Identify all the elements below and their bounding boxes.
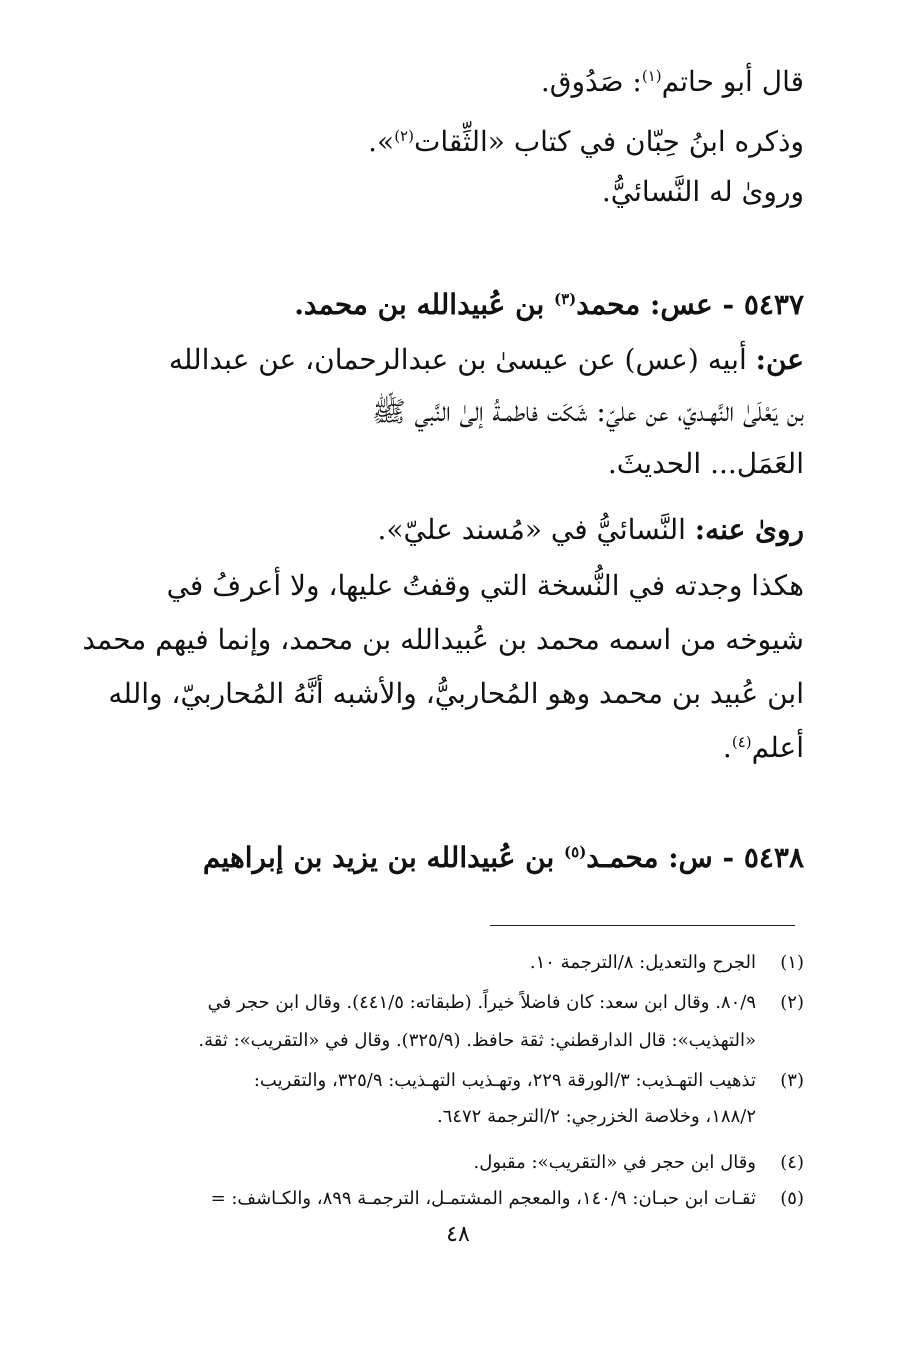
text-line: وذكره ابنُ حِبّان في كتاب «الثِّقات$^{(٢)}$». — [368, 125, 804, 158]
text-line: شيوخه من اسمه محمد بن عُبيدالله بن محمد، وإنما فيهم محمد — [82, 623, 804, 656]
entry-heading: ٥٤٣٧ - عس: محمد$^{(٣)}$ بن عُبيدالله بن محمد. — [294, 288, 804, 321]
footnote: (٤)وقال ابن حجر في «التقريب»: مقبول. — [473, 1152, 804, 1173]
footnote-ref[interactable]: (٥) — [564, 843, 587, 861]
footnote-ref[interactable]: (٣) — [554, 290, 577, 308]
footnote: (٢)٨٠/٩. وقال ابن سعد: كان فاضلاً خيراً. (طبقاته: ٤٤١/٥). وقال ابن حجر في — [207, 992, 804, 1013]
text-line: عن: أبيه (عس) عن عيسىٰ بن عبدالرحمان، عن عبدالله — [168, 343, 804, 376]
text-line: هكذا وجدته في النُّسخة التي وقفتُ عليها، ولا أعرفُ في — [166, 569, 804, 602]
footnote-separator — [490, 925, 795, 926]
text-line: بن يَعْلَىٰ النَّهـديّ، عن عليّ: شَكَت فاطمـةُ إلىٰ النَّبي ﷺ — [371, 395, 804, 428]
entry-heading: ٥٤٣٨ - س: محمـد$^{(٥)}$ بن عُبيدالله بن يزيد بن إبراهيم — [202, 841, 804, 874]
text-line: قال أبو حاتم$^{(١)}$: صَدُوق. — [540, 65, 804, 98]
footnote: (٣)تذهيب التهـذيب: ٣/الورقة ٢٢٩، وتهـذيب التهـذيب: ٣٢٥/٩، والتقريب: — [253, 1070, 804, 1091]
footnote-continuation: «التهذيب»: قال الدارقطني: ثقة حافظ. (٣٢٥/٩). وقال في «التقريب»: ثقة. — [198, 1030, 756, 1051]
text-line: العَمَل... الحديثَ. — [607, 447, 804, 480]
page-number: ٤٨ — [446, 1222, 470, 1247]
text-line: وروىٰ له النَّسائيُّ. — [601, 175, 804, 208]
text-line: أعلم$^{(٤)}$. — [722, 731, 804, 764]
footnote: (١)الجرح والتعديل: ٨/الترجمة ١٠. — [529, 952, 804, 973]
text-line: روىٰ عنه: النَّسائيُّ في «مُسند عليّ». — [377, 513, 804, 546]
footnote: (٥)ثقـات ابن حبـان: ١٤٠/٩، والمعجم المشتمـل، الترجمـة ٨٩٩، والكـاشف: = — [210, 1188, 804, 1209]
footnote-ref[interactable]: (١) — [641, 67, 662, 85]
text-line: ابن عُبيد بن محمد وهو المُحاربيُّ، والأشبه أنَّهُ المُحاربيّ، والله — [108, 677, 804, 710]
rawa-label: روىٰ عنه: — [694, 513, 804, 546]
footnote-continuation: ١٨٨/٢، وخلاصة الخزرجي: ٢/الترجمة ٦٤٧٢. — [436, 1106, 756, 1127]
an-label: عن: — [755, 343, 804, 376]
footnote-ref[interactable]: (٤) — [731, 733, 752, 751]
footnote-ref[interactable]: (٢) — [394, 127, 414, 145]
